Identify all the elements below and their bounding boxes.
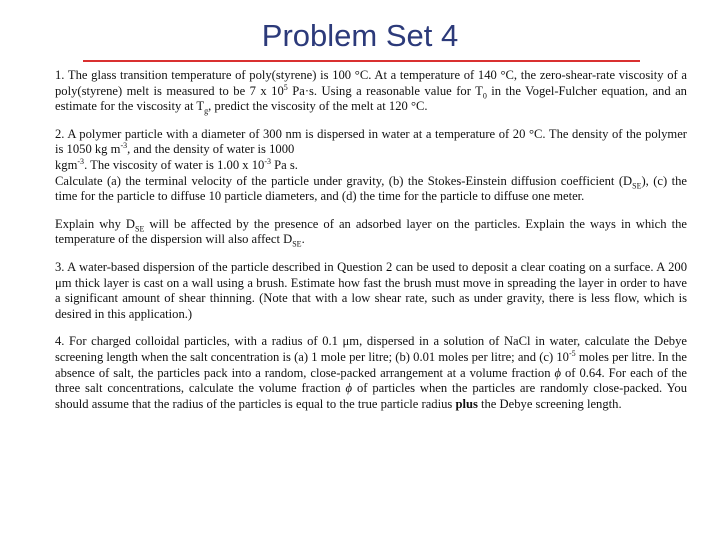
q2-text-f: Calculate (a) the terminal velocity of the particle under gravity, (b) the Stokes-Einstein diffusion coefficient (D [55, 173, 633, 188]
q2-text-d: . The viscosity of water is 1.00 x 10 [84, 157, 265, 172]
q4-text-c: of 0.64. For each of the three salt concentrations, calculate the volume fraction [55, 365, 687, 396]
page-title: Problem Set 4 [261, 18, 459, 53]
question-2 [55, 127, 687, 205]
q4-exponent: -5 [568, 348, 576, 358]
question-2-followup [55, 217, 687, 248]
q1-subscript-g: g [204, 106, 209, 116]
q2-text-b: , and the density of water is 1000 [127, 142, 295, 157]
q2-exponent-1: -3 [120, 141, 128, 151]
q1-text-a: 1. The glass transition temperature of poly(styrene) is 100 °C. At a temperature of 140 °C, the zero-shear-rate viscosity of a poly(styrene) melt is measured to be 7 x 10 [55, 68, 687, 98]
q2b-subscript-se: SE [135, 224, 145, 234]
q2b-text-c: . [301, 232, 305, 247]
q4-text-a: 4. For charged colloidal particles, with a radius of 0.1 μm, dispersed in a solution of NaCl in water, calculate the Debye screening length when the salt concentration is (a) 1 mole per litre; (b) 0.01 moles per litre; and (c) 10 [55, 334, 687, 364]
q4-text-e: the Debye screening length. [477, 396, 622, 411]
q4-bold-plus: plus [455, 396, 478, 411]
question-3: 3. A water-based dispersion of the particle described in Question 2 can be used to deposit a clear coating on a surface. A 200 μm thick layer is cast on a wall using a brush. Estimate how fast the brush must move in spreading the layer in order to have a significant amount of shear thinning. (Note that with a low shear rate, such as under gravity, there is less flow, which is desired in this application.) [55, 259, 687, 321]
q2-text-g: ), (c) the time for the particle to diffuse 10 particle diameters, and (d) the time for the particle to diffuse one meter. [55, 173, 687, 204]
q2-subscript-se: SE [632, 181, 642, 191]
title-underline [83, 60, 640, 62]
q2-text-c: kgm [55, 157, 78, 172]
q4-text-d: of particles when the particles are randomly close-packed. You should assume that the radius of the particles is equal to the true particle radius [55, 381, 687, 411]
question-4 [55, 334, 687, 412]
q2b-subscript-se-2: SE [292, 239, 302, 249]
q2b-text-a: Explain why D [55, 216, 136, 231]
q4-phi-symbol-1: ϕ [554, 365, 562, 380]
q4-text-b: moles per litre. In the absence of salt, the particles pack into a random, close-packed arrangement at a volume fraction [55, 349, 688, 380]
q2b-text-b: will be affected by the presence of an adsorbed layer on the particles. Explain the ways in which the temperature of the dispersion will also affect D [55, 216, 687, 247]
q1-subscript-0: 0 [482, 91, 487, 101]
q2-text-a: 2. A polymer particle with a diameter of 300 nm is dispersed in water at a temperature of 20 °C. The density of the polymer is 1050 kg m [55, 126, 687, 157]
q2-text-e: Pa s. [271, 157, 298, 172]
q1-text-d: , predict the viscosity of the melt at 120 °C. [208, 99, 428, 114]
q1-text-c: in the Vogel-Fulcher equation, and an estimate for the viscosity at T [55, 83, 687, 114]
q1-text-b: Pa·s. Using a reasonable value for T [287, 83, 483, 98]
q1-exponent: 5 [283, 82, 288, 92]
question-1 [55, 68, 687, 115]
q2-exponent-3: -3 [264, 156, 271, 166]
q4-phi-symbol-2: ϕ [345, 381, 353, 396]
q2-exponent-2: -3 [77, 156, 85, 166]
problem-list [55, 68, 687, 424]
